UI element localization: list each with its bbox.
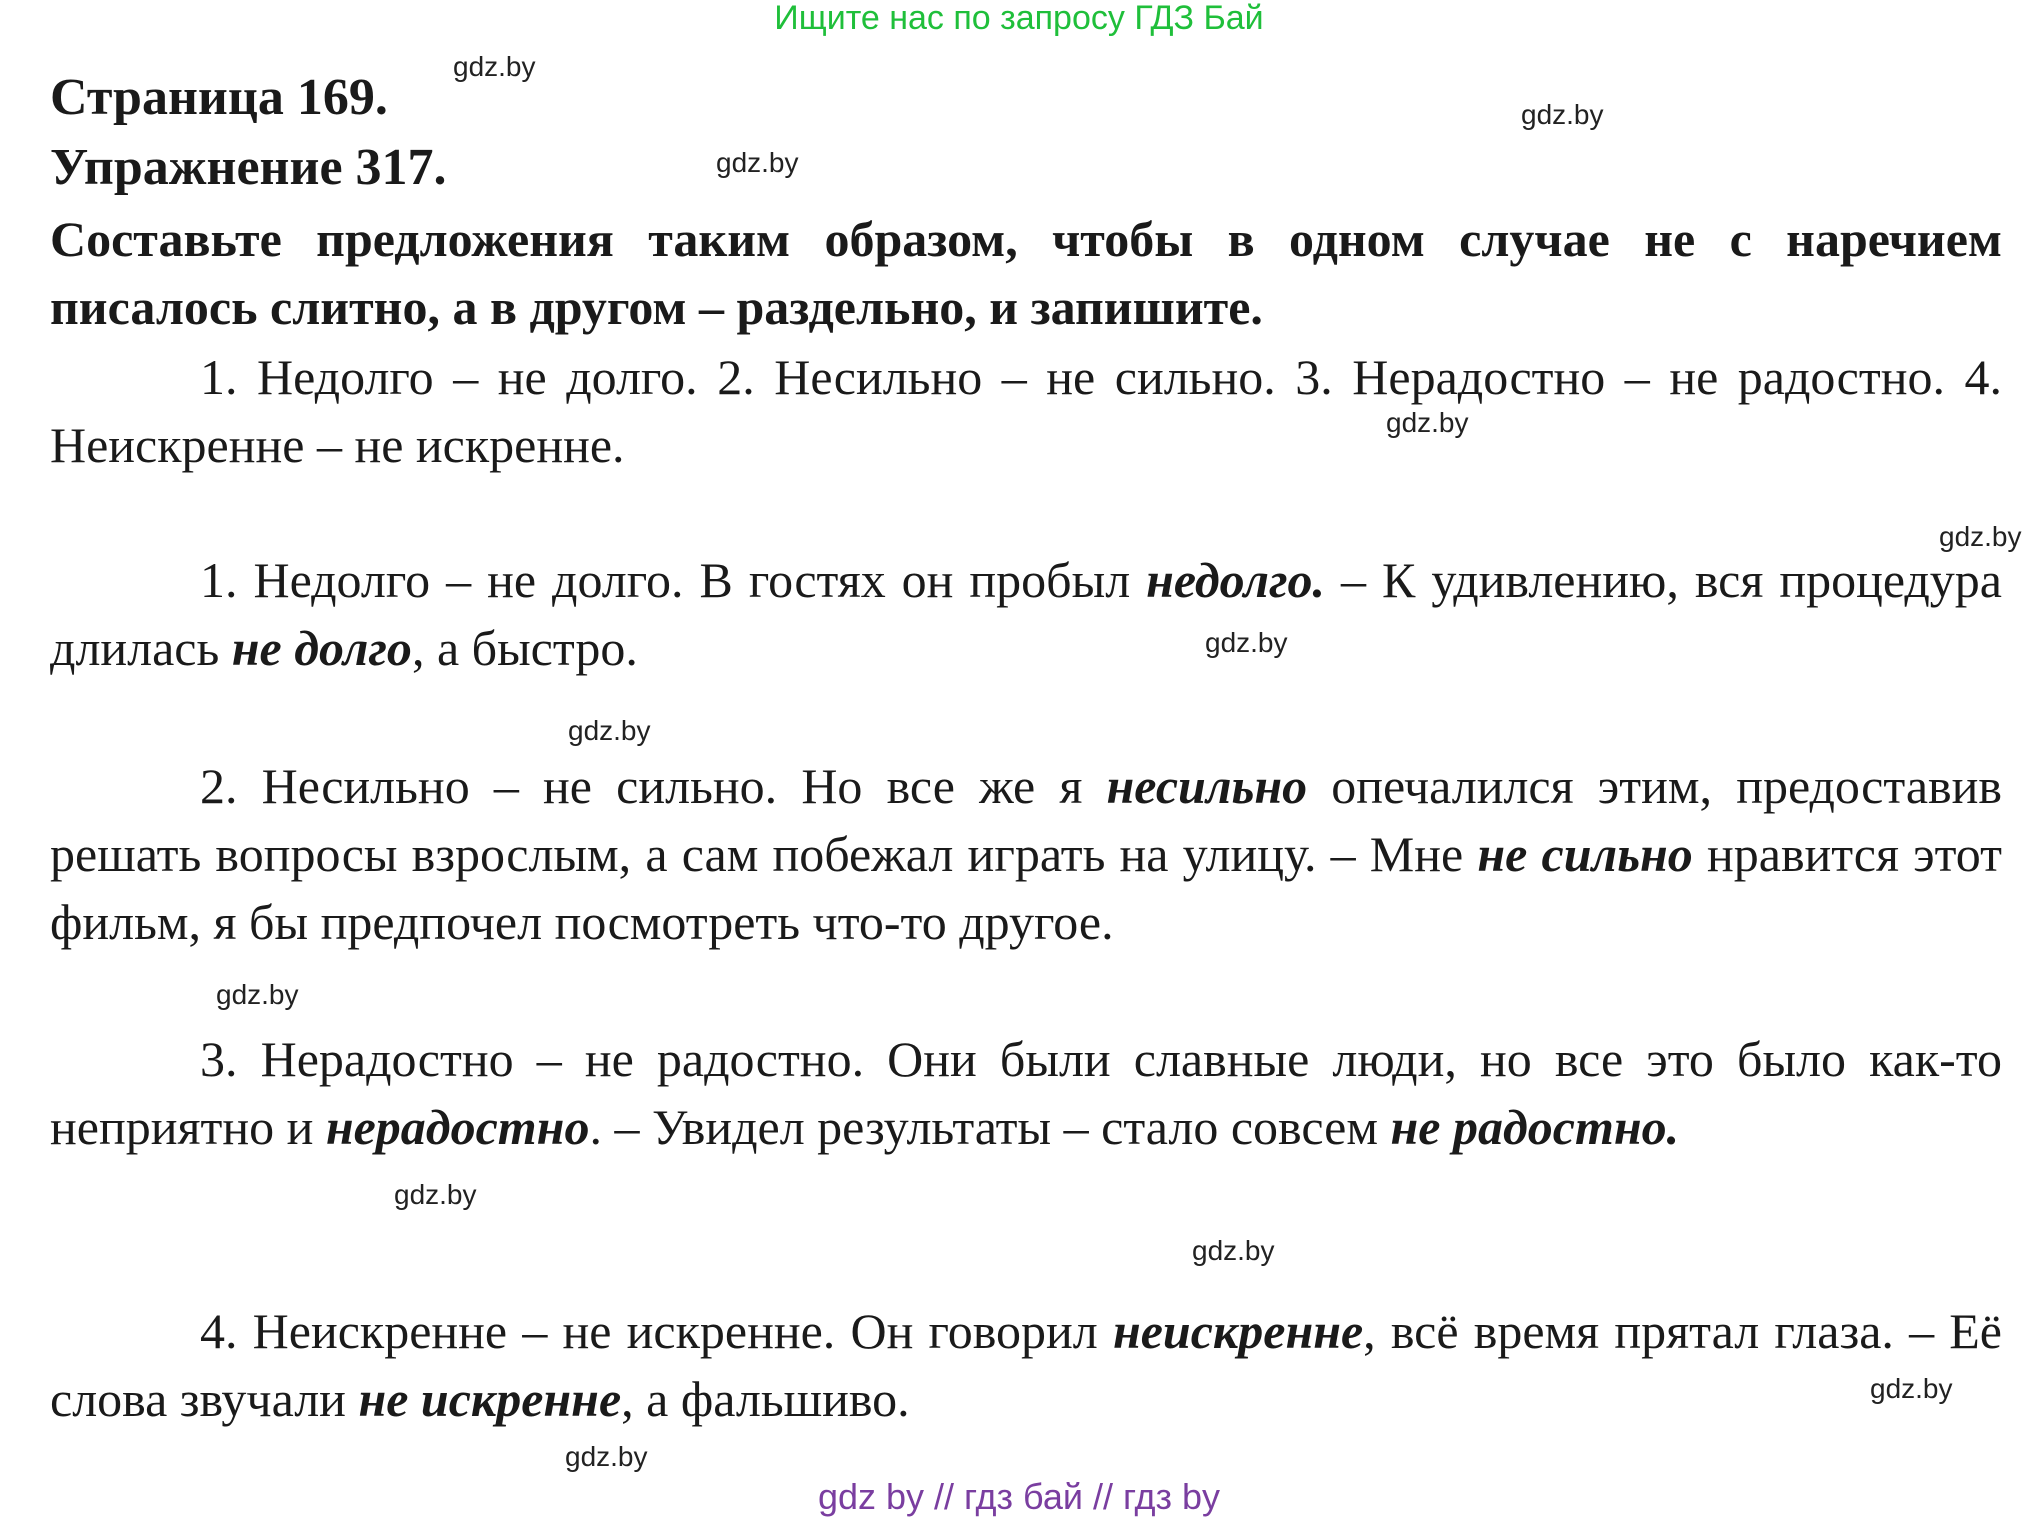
- answer-2-text-a: 2. Несильно – не сильно. Но все же я: [200, 758, 1107, 814]
- top-banner: Ищите нас по запросу ГДЗ Бай: [774, 0, 1264, 37]
- answer-4-separate: не искренне: [358, 1371, 622, 1427]
- answer-3-separate: не радостно.: [1390, 1099, 1680, 1155]
- answer-1-fused: недолго.: [1146, 552, 1326, 608]
- answer-1-text-a: 1. Недолго – не долго. В гостях он пробыл: [200, 552, 1147, 608]
- answer-2-separate: не сильно: [1477, 826, 1693, 882]
- watermark: gdz.by: [1386, 407, 1469, 438]
- answer-4-text-c: , всё время прятал глаза. – Её слова звучали: [50, 1303, 2003, 1427]
- footer-links: gdz by // гдз бай // гдз by: [817, 1476, 1221, 1517]
- watermark: gdz.by: [565, 1441, 648, 1472]
- watermark: gdz.by: [1939, 521, 2022, 552]
- answer-3-text-a: 3. Нерадостно – не радостно. Они были славные люди, но все это было как-то неприятно и: [50, 1031, 2002, 1155]
- given-words: [50, 343, 2002, 479]
- watermark: gdz.by: [1192, 1235, 1275, 1266]
- answer-3-text-c: . – Увидел результаты – стало совсем: [589, 1099, 1391, 1155]
- answer-1-separate: не долго: [231, 620, 412, 676]
- watermark: gdz.by: [568, 715, 651, 746]
- answer-4-text-e: , а фальшиво.: [621, 1371, 910, 1427]
- exercise-title: Упражнение 317.: [50, 139, 447, 196]
- answer-1: [50, 546, 2002, 682]
- answer-2-text-c: опечалился этим, предоставив решать вопросы взрослым, а сам побежал играть на улицу. – Мне: [50, 758, 2002, 882]
- answer-4-fused: неискренне: [1112, 1303, 1364, 1359]
- task-text: Составьте предложения таким образом, чтобы в одном случае не с наречием писалось слитно, а в другом – раздельно, и запишите.: [50, 211, 2002, 335]
- watermark: gdz.by: [453, 51, 536, 82]
- watermark: gdz.by: [1205, 627, 1288, 658]
- answer-2-text-e: нравится этот фильм, я бы предпочел посмотреть что-то другое.: [50, 826, 2002, 950]
- answer-4: [50, 1297, 2002, 1433]
- answer-1-text-c: – К удивлению, вся процедура длилась: [50, 552, 2002, 676]
- answer-3: [50, 1025, 2002, 1161]
- watermark: gdz.by: [394, 1179, 477, 1210]
- given-words-text: 1. Недолго – не долго. 2. Несильно – не сильно. 3. Нерадостно – не радостно. 4. Неискренне – не искренне.: [50, 349, 2002, 473]
- answer-2: [50, 752, 2002, 956]
- answer-3-fused: нерадостно: [325, 1099, 590, 1155]
- answer-2-fused: несильно: [1106, 758, 1308, 814]
- watermark: gdz.by: [1521, 99, 1604, 130]
- watermark: gdz.by: [216, 979, 299, 1010]
- page-title: Страница 169.: [50, 69, 388, 126]
- watermark: gdz.by: [1870, 1373, 1953, 1404]
- answer-4-text-a: 4. Неискренне – не искренне. Он говорил: [200, 1303, 1113, 1359]
- watermark: gdz.by: [716, 147, 799, 178]
- answer-1-text-e: , а быстро.: [411, 620, 638, 676]
